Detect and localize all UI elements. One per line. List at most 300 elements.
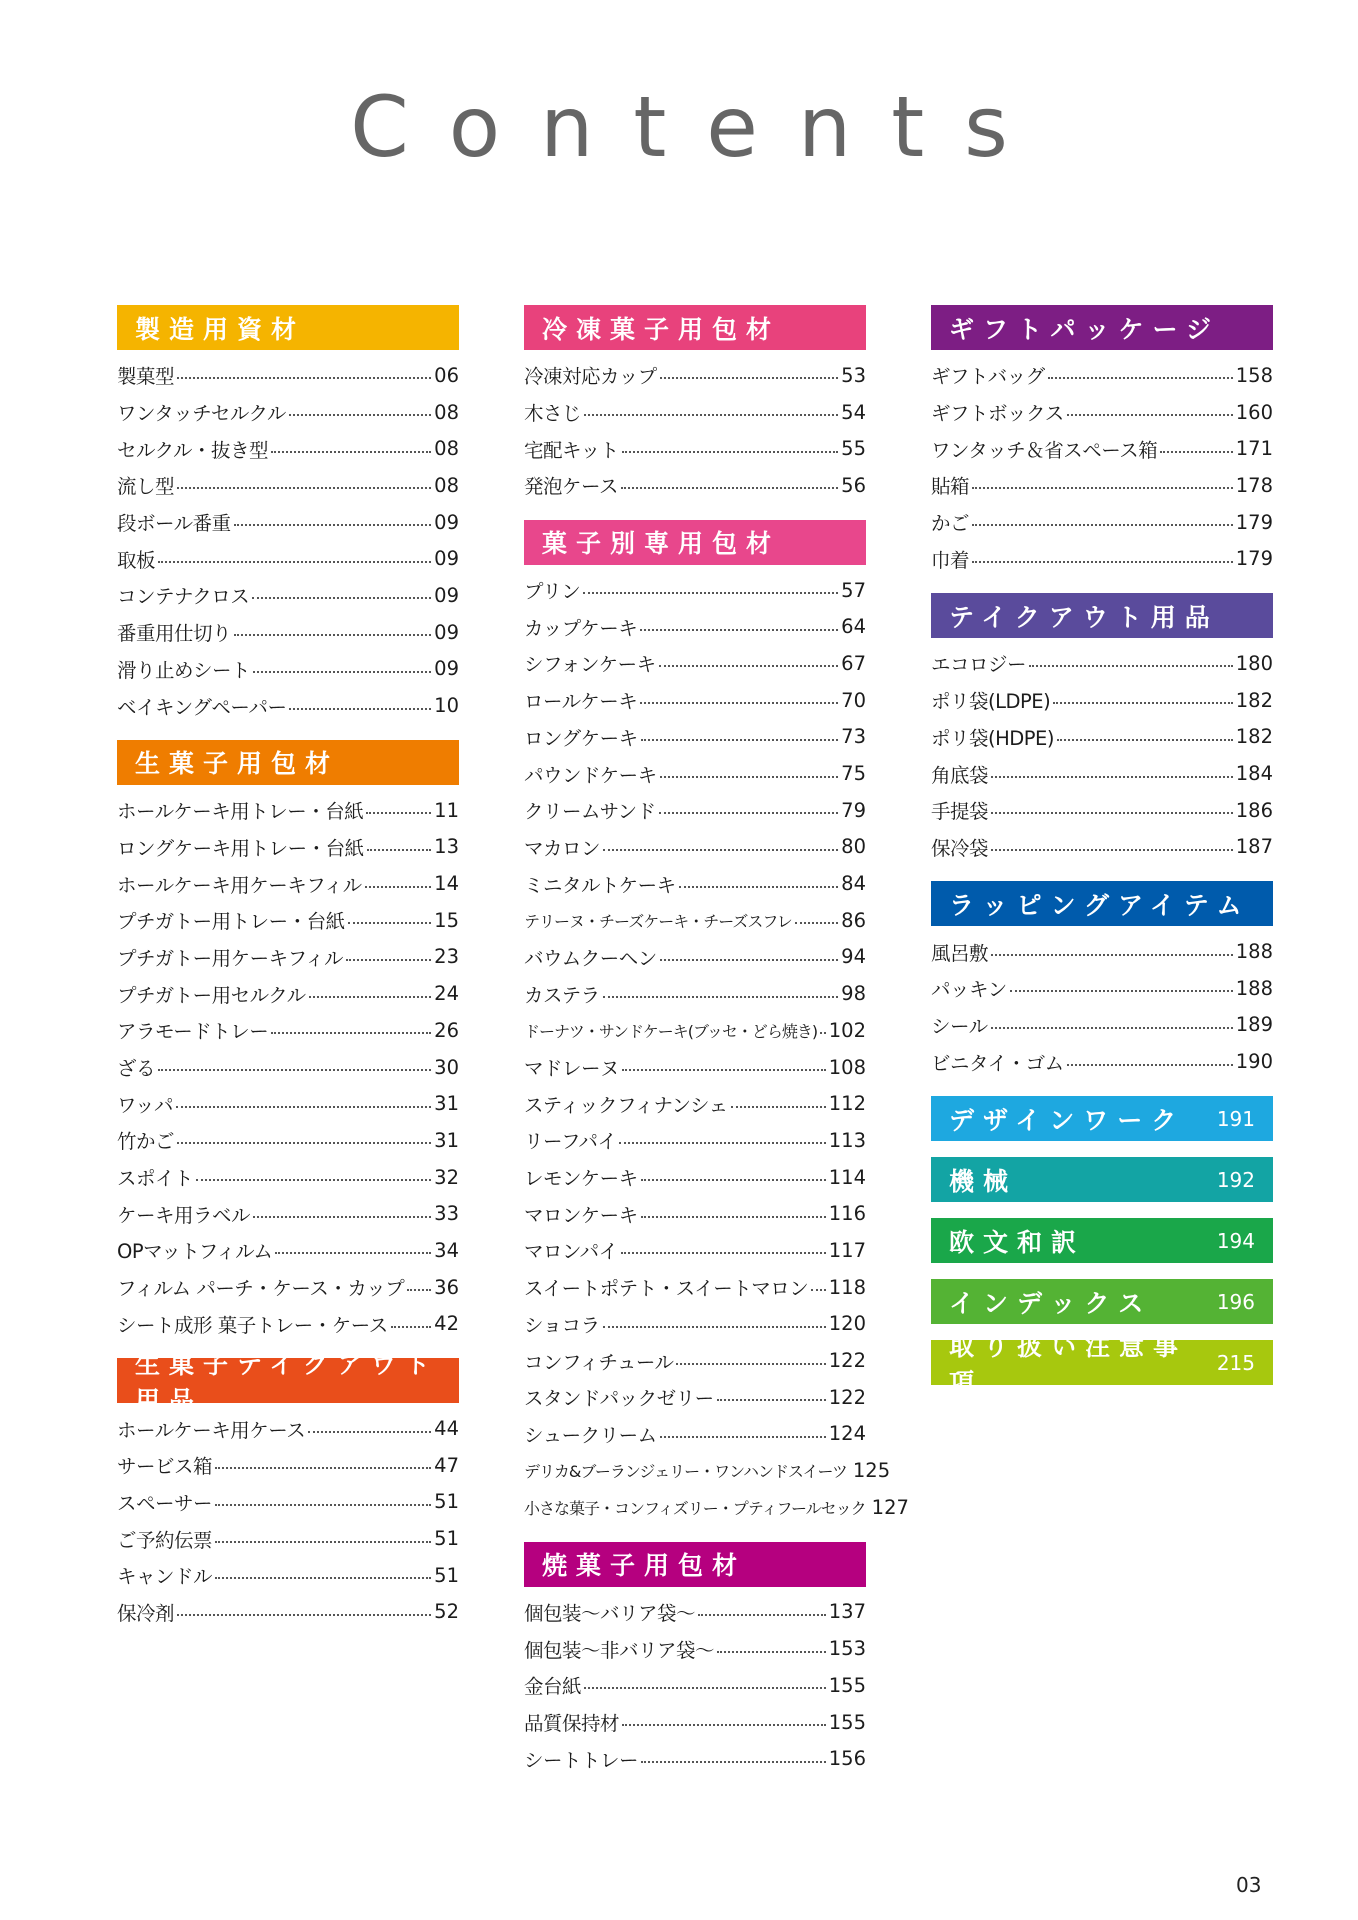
- page-title: Contents: [350, 78, 1048, 176]
- toc-entry-page: 51: [434, 1563, 459, 1587]
- toc-entry-page: 84: [841, 872, 866, 896]
- toc-entry-label: 製菓型: [117, 365, 175, 389]
- toc-entry-label: カップケーキ: [524, 616, 638, 640]
- toc-entry[interactable]: [524, 1159, 866, 1196]
- dot-leader: [619, 1142, 825, 1144]
- toc-entry-page: 56: [841, 473, 866, 497]
- toc-entry-page: 24: [434, 982, 459, 1006]
- dot-leader: [659, 665, 839, 667]
- toc-entry[interactable]: [931, 719, 1273, 756]
- toc-entry-label: 保冷袋: [931, 836, 989, 860]
- toc-entry-label: ケーキ用ラベル: [117, 1203, 251, 1227]
- toc-entry-label: 宅配キット: [524, 438, 619, 462]
- section-header[interactable]: [931, 881, 1273, 926]
- toc-entry-label: ワンタッチ＆省スペース箱: [931, 438, 1158, 462]
- toc-entry-page: 180: [1235, 651, 1273, 675]
- toc-entry-page: 153: [828, 1637, 866, 1661]
- toc-entry-page: 156: [828, 1747, 866, 1771]
- toc-entry[interactable]: [524, 394, 866, 431]
- toc-entry[interactable]: [524, 902, 866, 939]
- toc-entry-page: 187: [1235, 835, 1273, 859]
- dot-leader: [271, 451, 431, 453]
- dot-leader: [253, 1216, 431, 1218]
- toc-entry-label: 段ボール番重: [117, 512, 231, 536]
- toc-entry[interactable]: [117, 1195, 459, 1232]
- toc-entry-label: マロンケーキ: [524, 1203, 638, 1227]
- toc-entry[interactable]: [524, 1416, 866, 1453]
- section-title: 機械: [949, 1166, 1018, 1196]
- toc-entry-page: 155: [828, 1710, 866, 1734]
- toc-entry-label: 小さな菓子・コンフィズリー・プティフールセック: [524, 1498, 866, 1518]
- toc-entry[interactable]: [931, 1007, 1273, 1044]
- dot-leader: [289, 708, 431, 710]
- section-page-number: 191: [1216, 1106, 1255, 1131]
- toc-entry[interactable]: [117, 792, 459, 829]
- toc-entry[interactable]: [524, 1630, 866, 1667]
- toc-entry[interactable]: [524, 939, 866, 976]
- toc-entry-label: ワッパ: [117, 1093, 174, 1117]
- toc-entry[interactable]: [117, 394, 459, 431]
- toc-entry[interactable]: [524, 430, 866, 467]
- toc-entry[interactable]: [117, 577, 459, 614]
- dot-leader: [196, 1179, 431, 1181]
- toc-entry-page: 124: [828, 1422, 866, 1446]
- toc-entry-page: 188: [1235, 976, 1273, 1000]
- toc-entry[interactable]: [931, 504, 1273, 541]
- dot-leader: [367, 849, 432, 851]
- toc-entry-label: スペーサー: [117, 1491, 213, 1515]
- toc-entry[interactable]: [524, 1667, 866, 1704]
- section-title: 製造用資材: [135, 314, 306, 344]
- toc-entry[interactable]: [931, 645, 1273, 682]
- toc-entry[interactable]: [117, 1594, 459, 1631]
- toc-entry-page: 08: [434, 400, 459, 424]
- toc-entry[interactable]: [117, 504, 459, 541]
- toc-column-3: [931, 305, 1273, 1401]
- dot-leader: [972, 524, 1233, 526]
- toc-entry-page: 09: [434, 547, 459, 571]
- dot-leader: [641, 739, 839, 741]
- toc-entry[interactable]: [117, 1159, 459, 1196]
- toc-entry-label: ドーナツ・サンドケーキ(ブッセ・どら焼き): [524, 1021, 818, 1041]
- dot-leader: [215, 1541, 431, 1543]
- section-title: 焼菓子用包材: [542, 1551, 747, 1581]
- toc-section: [931, 1157, 1273, 1202]
- toc-entry-label: カステラ: [524, 983, 600, 1007]
- toc-entry-page: 09: [434, 657, 459, 681]
- toc-entry[interactable]: [524, 1452, 891, 1489]
- toc-entry-page: 182: [1235, 725, 1273, 749]
- dot-leader: [621, 487, 838, 489]
- toc-entry-page: 51: [434, 1490, 459, 1514]
- dot-leader: [583, 592, 838, 594]
- toc-entry-label: ミニタルトケーキ: [524, 873, 676, 897]
- toc-entry[interactable]: [117, 651, 459, 688]
- toc-entry-label: 取板: [117, 548, 156, 572]
- dot-leader: [348, 922, 432, 924]
- dot-leader: [1160, 451, 1233, 453]
- toc-section: [117, 1349, 459, 1630]
- dot-leader: [659, 812, 839, 814]
- toc-entry-label: フィルム パーチ・ケース・カップ: [117, 1277, 405, 1301]
- toc-entry-page: 118: [828, 1275, 866, 1299]
- section-title: 生菓子テイクアウト用品: [135, 1349, 439, 1415]
- toc-entry-label: シフォンケーキ: [524, 653, 656, 677]
- toc-entry-page: 179: [1235, 510, 1273, 534]
- section-title: 菓子別専用包材: [542, 529, 781, 559]
- dot-leader: [177, 377, 431, 379]
- toc-entry[interactable]: [117, 614, 459, 651]
- toc-entry-label: 個包装〜バリア袋〜: [524, 1601, 696, 1625]
- toc-entry-label: コンフィチュール: [524, 1350, 674, 1374]
- toc-entry[interactable]: [117, 1447, 459, 1484]
- dot-leader: [640, 702, 838, 704]
- toc-entry[interactable]: [117, 1484, 459, 1521]
- toc-entry-page: 55: [841, 437, 866, 461]
- section-header[interactable]: [524, 520, 866, 565]
- toc-entry-label: 保冷剤: [117, 1601, 175, 1625]
- toc-entry-label: シート成形 菓子トレー・ケース: [117, 1313, 388, 1337]
- toc-entry-label: テリーヌ・チーズケーキ・チーズスフレ: [524, 911, 792, 931]
- toc-entry[interactable]: [931, 792, 1273, 829]
- section-header[interactable]: [931, 1157, 1273, 1202]
- dot-leader: [158, 1069, 431, 1071]
- dot-leader: [717, 1399, 826, 1401]
- toc-entry-page: 08: [434, 437, 459, 461]
- toc-entry-label: スイートポテト・スイートマロン: [524, 1277, 809, 1301]
- toc-entry[interactable]: [117, 939, 459, 976]
- section-title: 生菓子用包材: [135, 749, 340, 779]
- dot-leader: [308, 1431, 431, 1433]
- dot-leader: [622, 1069, 826, 1071]
- toc-section: [117, 305, 459, 724]
- dot-leader: [660, 377, 838, 379]
- toc-entry[interactable]: [524, 682, 866, 719]
- toc-entry-label: ホールケーキ用トレー・台紙: [117, 800, 364, 824]
- toc-entry[interactable]: [117, 902, 459, 939]
- toc-entry-page: 108: [828, 1055, 866, 1079]
- toc-entry[interactable]: [117, 430, 459, 467]
- toc-entry[interactable]: [117, 467, 459, 504]
- toc-entry[interactable]: [931, 430, 1273, 467]
- toc-entry[interactable]: [931, 1043, 1273, 1080]
- dot-leader: [275, 1252, 431, 1254]
- dot-leader: [679, 886, 839, 888]
- toc-entry-label: 貼箱: [931, 475, 970, 499]
- section-title: 取り扱い注意事項: [949, 1331, 1188, 1397]
- toc-entry[interactable]: [524, 572, 866, 609]
- toc-entry-label: セルクル・抜き型: [117, 438, 269, 462]
- dot-leader: [177, 1614, 431, 1616]
- toc-entry-page: 182: [1235, 688, 1273, 712]
- toc-entry[interactable]: [117, 1012, 459, 1049]
- toc-entry-label: 風呂敷: [931, 941, 989, 965]
- toc-entry[interactable]: [117, 829, 459, 866]
- toc-entry-page: 114: [828, 1165, 866, 1189]
- toc-entry-page: 80: [841, 835, 866, 859]
- section-header[interactable]: [117, 1349, 459, 1415]
- toc-entry[interactable]: [524, 865, 866, 902]
- toc-entry-page: 158: [1235, 363, 1273, 387]
- dot-leader: [234, 634, 431, 636]
- toc-entry-page: 178: [1235, 473, 1273, 497]
- toc-entry-page: 79: [841, 798, 866, 822]
- section-title: ギフトパッケージ: [949, 314, 1221, 344]
- toc-entry[interactable]: [524, 1085, 866, 1122]
- dot-leader: [811, 1289, 826, 1291]
- dot-leader: [795, 922, 838, 924]
- dot-leader: [177, 1142, 431, 1144]
- toc-entry[interactable]: [117, 1306, 459, 1343]
- dot-leader: [991, 954, 1233, 956]
- toc-entry-page: 33: [434, 1202, 459, 1226]
- toc-section: [524, 305, 866, 504]
- toc-section: [931, 593, 1273, 865]
- toc-entry-page: 113: [828, 1128, 866, 1152]
- toc-entry-label: パウンドケーキ: [524, 763, 657, 787]
- section-header[interactable]: [931, 305, 1273, 350]
- toc-entry-page: 31: [434, 1092, 459, 1116]
- toc-entry[interactable]: [524, 467, 866, 504]
- section-title: ラッピングアイテム: [949, 890, 1251, 920]
- toc-entry-label: シートトレー: [524, 1748, 639, 1772]
- toc-entry[interactable]: [931, 540, 1273, 577]
- dot-leader: [991, 776, 1233, 778]
- dot-leader: [346, 959, 431, 961]
- dot-leader: [365, 886, 432, 888]
- toc-entry-label: ポリ袋(HDPE): [931, 726, 1054, 750]
- toc-entry[interactable]: [117, 975, 459, 1012]
- toc-entry[interactable]: [117, 865, 459, 902]
- toc-entry-page: 94: [841, 945, 866, 969]
- dot-leader: [731, 1106, 826, 1108]
- toc-entry[interactable]: [117, 1269, 459, 1306]
- toc-entry[interactable]: [524, 755, 866, 792]
- toc-entry-page: 36: [434, 1275, 459, 1299]
- toc-entry-label: ポリ袋(LDPE): [931, 690, 1051, 714]
- toc-entry-page: 23: [434, 945, 459, 969]
- toc-entry[interactable]: [524, 1342, 866, 1379]
- section-header[interactable]: [117, 740, 459, 785]
- dot-leader: [1067, 1064, 1233, 1066]
- dot-leader: [621, 1252, 826, 1254]
- section-header[interactable]: [931, 1096, 1273, 1141]
- dot-leader: [584, 1687, 826, 1689]
- section-title: 冷凍菓子用包材: [542, 314, 781, 344]
- toc-entry[interactable]: [931, 970, 1273, 1007]
- toc-section: [931, 1218, 1273, 1263]
- dot-leader: [991, 849, 1233, 851]
- toc-entry-page: 47: [434, 1453, 459, 1477]
- page-number: 03: [1236, 1873, 1262, 1897]
- toc-entry-label: 竹かご: [117, 1130, 175, 1154]
- toc-entry-page: 64: [841, 615, 866, 639]
- toc-entry-page: 102: [828, 1018, 866, 1042]
- section-title: テイクアウト用品: [949, 602, 1219, 632]
- toc-entry[interactable]: [931, 394, 1273, 431]
- dot-leader: [603, 996, 839, 998]
- toc-entry[interactable]: [931, 829, 1273, 866]
- toc-entry-label: プチガトー用トレー・台紙: [117, 910, 345, 934]
- toc-entry-page: 51: [434, 1527, 459, 1551]
- toc-entry[interactable]: [117, 1232, 459, 1269]
- toc-section: [931, 1096, 1273, 1141]
- toc-entry[interactable]: [117, 357, 459, 394]
- toc-entry[interactable]: [931, 755, 1273, 792]
- toc-entry[interactable]: [524, 719, 866, 756]
- toc-entry-page: 31: [434, 1128, 459, 1152]
- toc-entry[interactable]: [524, 1379, 866, 1416]
- toc-entry-label: かご: [931, 512, 970, 536]
- dot-leader: [717, 1651, 826, 1653]
- toc-entry[interactable]: [524, 1012, 866, 1049]
- section-title: インデックス: [949, 1288, 1153, 1318]
- toc-entry-label: エコロジー: [931, 653, 1027, 677]
- toc-section: [931, 1331, 1273, 1397]
- dot-leader: [660, 1436, 826, 1438]
- dot-leader: [158, 561, 431, 563]
- section-page-number: 196: [1216, 1289, 1255, 1314]
- toc-column-2: [524, 305, 909, 1793]
- toc-entry-label: 木さじ: [524, 402, 582, 426]
- dot-leader: [603, 849, 838, 851]
- toc-section: [931, 305, 1273, 577]
- toc-entry-label: マドレーヌ: [524, 1057, 620, 1081]
- dot-leader: [1048, 377, 1233, 379]
- toc-entry-page: 189: [1235, 1013, 1273, 1037]
- toc-entry-label: ショコラ: [524, 1313, 600, 1337]
- toc-entry-page: 54: [841, 400, 866, 424]
- toc-entry-label: ホールケーキ用ケース: [117, 1418, 306, 1442]
- toc-entry-page: 184: [1235, 762, 1273, 786]
- section-header[interactable]: [117, 305, 459, 350]
- toc-entry-label: シュークリーム: [524, 1423, 657, 1447]
- toc-entry[interactable]: [524, 1489, 909, 1526]
- toc-entry[interactable]: [931, 467, 1273, 504]
- toc-entry[interactable]: [524, 1740, 866, 1777]
- section-header[interactable]: [931, 593, 1273, 638]
- dot-leader: [972, 561, 1233, 563]
- toc-entry[interactable]: [524, 608, 866, 645]
- dot-leader: [660, 776, 839, 778]
- toc-entry[interactable]: [524, 829, 866, 866]
- toc-entry-page: 15: [434, 908, 459, 932]
- toc-entry-page: 53: [841, 363, 866, 387]
- toc-entry[interactable]: [524, 1704, 866, 1741]
- toc-entry[interactable]: [117, 1085, 459, 1122]
- dot-leader: [1053, 702, 1233, 704]
- dot-leader: [603, 1326, 826, 1328]
- toc-entry[interactable]: [524, 792, 866, 829]
- toc-entry-page: 122: [828, 1349, 866, 1373]
- toc-entry-label: ギフトバッグ: [931, 365, 1045, 389]
- toc-entry-label: 品質保持材: [524, 1712, 620, 1736]
- section-header[interactable]: [524, 1542, 866, 1587]
- toc-entry-label: リーフパイ: [524, 1130, 617, 1154]
- toc-entry[interactable]: [117, 1049, 459, 1086]
- toc-entry[interactable]: [117, 687, 459, 724]
- toc-section: [524, 520, 909, 1526]
- dot-leader: [271, 1032, 431, 1034]
- toc-entry-page: 09: [434, 583, 459, 607]
- toc-entry-page: 117: [828, 1238, 866, 1262]
- section-header[interactable]: [931, 1279, 1273, 1324]
- toc-entry[interactable]: [524, 1306, 866, 1343]
- toc-entry[interactable]: [117, 1557, 459, 1594]
- toc-entry-page: 32: [434, 1165, 459, 1189]
- toc-entry-page: 86: [841, 908, 866, 932]
- toc-section: [931, 881, 1273, 1080]
- toc-entry-page: 06: [434, 363, 459, 387]
- toc-entry[interactable]: [117, 540, 459, 577]
- toc-entry[interactable]: [524, 357, 866, 394]
- toc-entry[interactable]: [524, 1269, 866, 1306]
- toc-entry-label: ホールケーキ用ケーキフィル: [117, 873, 362, 897]
- toc-entry-page: 44: [434, 1417, 459, 1441]
- toc-entry[interactable]: [524, 1049, 866, 1086]
- toc-entry[interactable]: [117, 1520, 459, 1557]
- section-title: 欧文和訳: [949, 1227, 1086, 1257]
- toc-entry-label: 角底袋: [931, 763, 989, 787]
- dot-leader: [622, 451, 839, 453]
- toc-entry[interactable]: [524, 975, 866, 1012]
- dot-leader: [407, 1289, 431, 1291]
- toc-entry[interactable]: [117, 1122, 459, 1159]
- toc-entry-label: コンテナクロス: [117, 585, 250, 609]
- toc-entry-label: 手提袋: [931, 800, 989, 824]
- dot-leader: [252, 597, 431, 599]
- toc-entry-page: 14: [434, 872, 459, 896]
- toc-entry-page: 190: [1235, 1050, 1273, 1074]
- toc-entry-page: 125: [852, 1459, 891, 1483]
- toc-entry-label: マロンパイ: [524, 1240, 618, 1264]
- toc-entry[interactable]: [524, 1594, 866, 1631]
- section-header[interactable]: [931, 1218, 1273, 1263]
- toc-entry-label: ロングケーキ用トレー・台紙: [117, 836, 364, 860]
- toc-entry-page: 08: [434, 473, 459, 497]
- toc-entry[interactable]: [524, 645, 866, 682]
- toc-entry-page: 70: [841, 688, 866, 712]
- toc-entry-page: 52: [434, 1600, 459, 1624]
- toc-entry-page: 73: [841, 725, 866, 749]
- toc-entry[interactable]: [931, 682, 1273, 719]
- section-header[interactable]: [931, 1331, 1273, 1397]
- toc-entry-page: 127: [871, 1495, 909, 1519]
- toc-entry-page: 160: [1235, 400, 1273, 424]
- dot-leader: [1029, 665, 1233, 667]
- dot-leader: [660, 959, 838, 961]
- toc-entry[interactable]: [931, 933, 1273, 970]
- section-header[interactable]: [524, 305, 866, 350]
- dot-leader: [584, 414, 838, 416]
- toc-entry-label: プリン: [524, 580, 581, 604]
- toc-entry[interactable]: [524, 1195, 866, 1232]
- toc-entry-page: 75: [841, 762, 866, 786]
- toc-entry-label: 流し型: [117, 475, 175, 499]
- toc-entry[interactable]: [524, 1232, 866, 1269]
- toc-entry-page: 26: [434, 1018, 459, 1042]
- toc-entry[interactable]: [524, 1122, 866, 1159]
- dot-leader: [641, 1761, 826, 1763]
- toc-entry-label: サービス箱: [117, 1455, 213, 1479]
- toc-entry[interactable]: [931, 357, 1273, 394]
- dot-leader: [234, 524, 432, 526]
- toc-entry-label: ギフトボックス: [931, 402, 1064, 426]
- dot-leader: [215, 1577, 431, 1579]
- dot-leader: [309, 996, 432, 998]
- section-page-number: 192: [1216, 1167, 1255, 1192]
- toc-entry-label: シール: [931, 1014, 988, 1038]
